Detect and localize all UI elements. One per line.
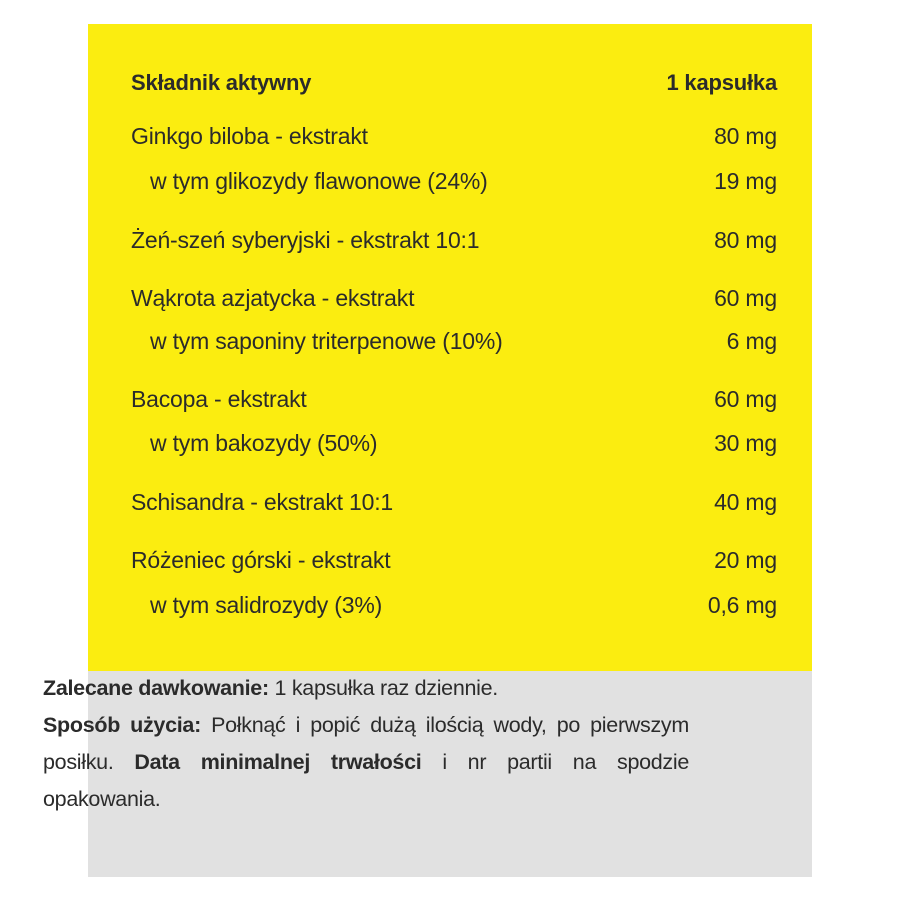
usage-text: Połknąć i popić dużą ilością wody, po pierwszym posiłku. xyxy=(43,713,689,774)
ingredient-amount: 80 mg xyxy=(714,226,777,253)
table-row xyxy=(131,428,777,458)
ingredient-amount: 6 mg xyxy=(726,327,777,354)
ingredient-amount: 20 mg xyxy=(714,546,777,573)
ingredient-name: Wąkrota azjatycka - ekstrakt xyxy=(131,284,415,311)
usage-info-text xyxy=(43,670,689,818)
ingredient-amount: 60 mg xyxy=(714,385,777,412)
table-row xyxy=(131,545,777,575)
dosage-text: 1 kapsułka raz dziennie. xyxy=(274,676,498,700)
table-header xyxy=(131,68,777,98)
ingredient-amount: 60 mg xyxy=(714,284,777,311)
ingredient-amount: 0,6 mg xyxy=(707,591,777,618)
header-amount-label: 1 kapsułka xyxy=(666,70,777,95)
table-row xyxy=(131,121,777,151)
expiry-label: Data minimalnej trwałości xyxy=(134,750,422,774)
table-row xyxy=(131,326,777,356)
expiry-text: i nr partii na spodzie opakowania. xyxy=(43,750,689,811)
table-row xyxy=(131,225,777,255)
usage-label: Sposób użycia: xyxy=(43,713,201,737)
table-row xyxy=(131,283,777,313)
ingredient-name: w tym salidrozydy (3%) xyxy=(150,591,383,618)
ingredient-name: w tym bakozydy (50%) xyxy=(150,429,378,456)
ingredient-name: w tym saponiny triterpenowe (10%) xyxy=(150,327,503,354)
ingredient-amount: 80 mg xyxy=(714,122,777,149)
ingredient-name: w tym glikozydy flawonowe (24%) xyxy=(150,167,488,194)
ingredient-name: Schisandra - ekstrakt 10:1 xyxy=(131,488,393,515)
usage-paragraph xyxy=(43,707,689,818)
ingredients-table xyxy=(88,24,812,671)
table-row xyxy=(131,166,777,196)
ingredient-name: Bacopa - ekstrakt xyxy=(131,385,307,412)
ingredient-amount: 19 mg xyxy=(714,167,777,194)
table-row xyxy=(131,590,777,620)
table-row xyxy=(131,384,777,414)
dosage-label: Zalecane dawkowanie: xyxy=(43,676,269,700)
header-ingredient-label: Składnik aktywny xyxy=(131,70,312,95)
ingredient-name: Różeniec górski - ekstrakt xyxy=(131,546,391,573)
table-row xyxy=(131,487,777,517)
ingredient-name: Ginkgo biloba - ekstrakt xyxy=(131,122,368,149)
dosage-paragraph xyxy=(43,670,689,707)
ingredient-amount: 40 mg xyxy=(714,488,777,515)
ingredient-name: Żeń-szeń syberyjski - ekstrakt 10:1 xyxy=(131,226,480,253)
ingredient-amount: 30 mg xyxy=(714,429,777,456)
